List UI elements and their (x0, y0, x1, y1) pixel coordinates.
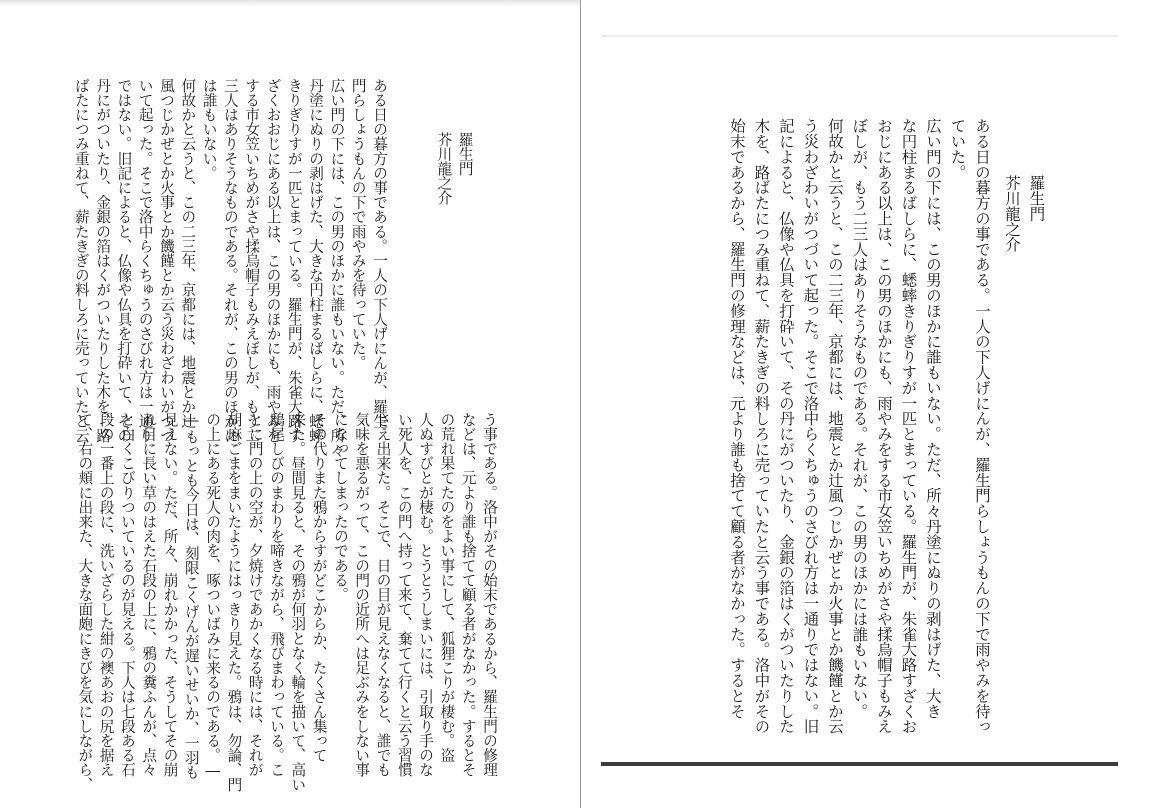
text-line: う事である。洛中がその始末であるから、羅生門の修理 (481, 412, 498, 777)
text-line: な円柱まるばしらに、蟋蟀きりぎりすが一匹とまっている。羅生門が、朱雀大路すざくお (899, 118, 918, 734)
text-line: 広い門の下には、この男のほかに誰もいない。ただ、所々丹塗にぬりの剥はげた、大き (924, 118, 942, 719)
text-line: ばたにつみ重ねて、薪たきぎの料しろに売っていたと云 (72, 78, 90, 443)
right-author: 芥川龍之介 (1003, 175, 1021, 252)
text-line: 段の一番上の段に、洗いざらした紺の襖あおの尻を据え (97, 412, 115, 777)
text-line: れ目に長い草のはえた石段の上に、鴉の糞ふんが、点々 (140, 412, 158, 777)
text-line: 見えない。ただ、所々、崩れかかった、そうしてその崩 (161, 412, 179, 777)
text-line: 木を、路ばたにつみ重ねて、薪たきぎの料しろに売っていたと云う事である。洛中がその (752, 118, 771, 734)
text-line: 胡麻ごまをまいたようにはっきり見えた。鴉は、勿論、門 (225, 412, 243, 792)
top-shadow (0, 0, 580, 7)
text-line: 何故かと云うと、この二三年、京都には、地震とか辻風つじかぜとか火事とか饑饉とか云 (826, 118, 844, 734)
text-line: 人ぬすびとが棲む。とうとうしまいには、引取り手のな (417, 412, 435, 777)
left-title: 羅生門 (456, 132, 474, 176)
text-line: 始末であるから、羅生門の修理などは、元より誰も捨てて顧る者がなかった。するとそ (728, 118, 746, 719)
text-line: する市女笠いちめがさや揉烏帽子もみえぼしが、もう二 (243, 78, 261, 443)
text-line: さえ出来た。そこで、日の目が見えなくなると、誰でも (374, 412, 392, 777)
text-line: 何故かと云うと、この二三年、京都には、地震とか辻 (179, 78, 197, 429)
text-line: と白くこびりついているのが見える。下人は七段ある石 (118, 412, 136, 777)
right-document-pane[interactable] (581, 0, 1156, 808)
text-line: いて起った。そこで洛中らくちゅうのさびれ方は一通り (136, 78, 154, 443)
text-line: 丹にがついたり、金銀の箔はくがついたりした木を、路 (94, 78, 112, 443)
text-line: ていた。 (948, 118, 967, 180)
text-line: 門らしょうもんの下で雨やみを待っていた。 (349, 78, 367, 370)
text-line: は誰もいない。 (200, 78, 218, 181)
left-author: 芥川龍之介 (435, 132, 453, 205)
right-title: 羅生門 (1027, 175, 1046, 222)
text-line: の上にある死人の肉を、啄ついばみに来るのである。― (204, 412, 222, 780)
text-line: きりぎりすが一匹とまっている。羅生門が、朱雀大路す (285, 78, 303, 443)
text-line: とに門の上の空が、夕焼けであかくなる時には、それが (246, 412, 264, 777)
left-text-block-bottom (74, 412, 500, 792)
text-line: ぼしが、もう二三人はありそうなものである。それが、この男のほかには誰もいない。 (850, 118, 869, 719)
text-line: 鴟尾しびのまわりを啼きながら、飛びまわっている。こ (268, 412, 286, 777)
text-line: 三人はありそうなものである。それが、この男のほかに (221, 78, 239, 443)
page-bottom-edge (601, 762, 1118, 766)
left-text-block-top (71, 78, 390, 458)
text-line: ざくおおじにある以上は、この男のほかにも、雨やみを (264, 78, 282, 443)
text-line: 丹塗にぬりの剥はげた、大きな円柱まるばしらに、蟋蟀 (307, 78, 325, 443)
right-text-block (725, 118, 995, 734)
text-line: て、右の頬に出来た、大きな面皰にきびを気にしながら、 (76, 412, 94, 792)
text-line: になってしまったのである。 (331, 412, 349, 602)
text-line: 記によると、仏像や仏具を打砕いて、その丹にがついたり、金銀の箔はくがついたりした (777, 118, 795, 734)
left-page-heading (412, 64, 497, 205)
text-line: の荒れ果てたのをよい事にして、狐狸こりが棲む。盗 (438, 412, 456, 763)
text-line: 来た。昼間見ると、その鴉が何羽となく輪を描いて、高い (289, 412, 307, 792)
text-line: ―もっとも今日は、刻限こくげんが遅いせいか、一羽も (182, 412, 200, 780)
text-line: ある日の暮方の事である。一人の下人げにんが、羅生 (371, 78, 388, 429)
text-line: 風つじかぜとか火事とか饑饉とか云う災わざわいがつづ (158, 78, 176, 443)
text-line: その代りまた鴉からすがどこからか、たくさん集って (310, 412, 328, 763)
text-line: ではない。旧記によると、仏像や仏具を打砕いて、その (115, 78, 133, 443)
text-line: 気味を悪るがって、この門の近所へは足ぶみをしない事 (353, 412, 371, 777)
page-top-edge (601, 35, 1118, 37)
text-line: ある日の暮方の事である。一人の下人げにんが、羅生門らしょうもんの下で雨やみを待っ (973, 118, 991, 734)
text-line: う災わざわいがつづいて起った。そこで洛中らくちゅうのさびれ方は一通りではない。旧 (801, 118, 820, 734)
text-line: おじにある以上は、この男のほかにも、雨やみをする市女笠いちめがさや揉烏帽子もみえ (875, 118, 893, 734)
text-line: 広い門の下には、この男のほかに誰もいない。ただ、所々 (328, 78, 346, 458)
text-line: い死人を、この門へ持って来て、棄てて行くと云う習慣 (395, 412, 413, 777)
text-line: などは、元より誰も捨てて顧る者がなかった。するとそ (459, 412, 477, 777)
